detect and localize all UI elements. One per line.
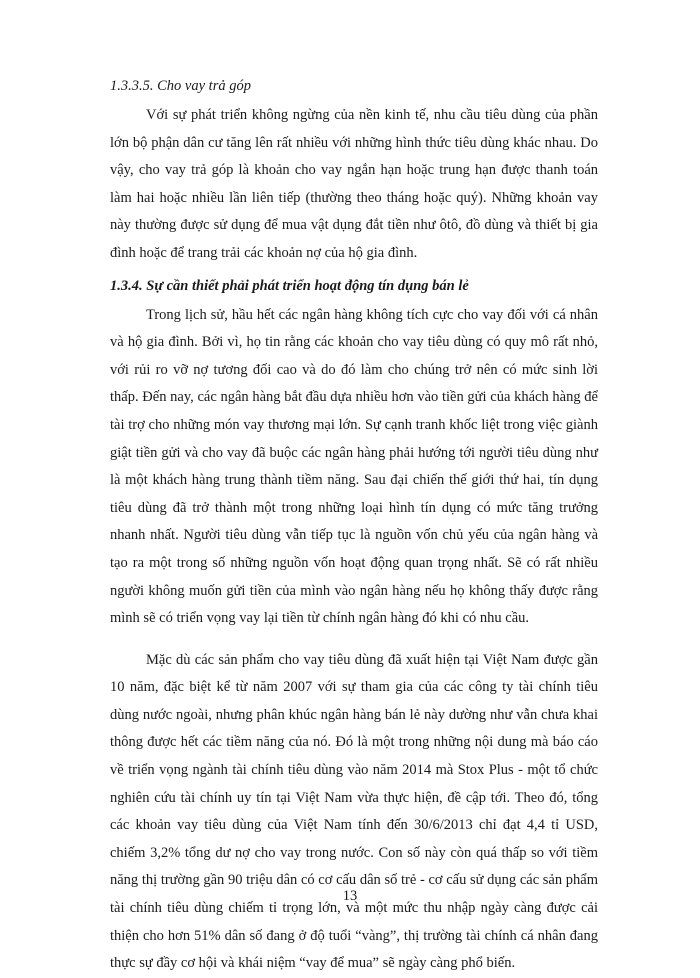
subsection-title: 1.3.3.5. Cho vay trả góp xyxy=(110,78,251,94)
document-page xyxy=(110,72,598,978)
section-title: 1.3.4. Sự cần thiết phải phát triển hoạt động tín dụng bán lẻ xyxy=(110,277,469,294)
subsection-paragraph: Với sự phát triển không ngừng của nền kinh tế, nhu cầu tiêu dùng của phần lớn bộ phận dân cư tăng lên rất nhiều với những hình thức tiêu dùng khác nhau. Do vậy, cho vay trả góp là khoản cho vay ngắn hạn hoặc trung hạn được thanh toán làm hai hoặc nhiều lần liên tiếp (thường theo tháng hoặc quý). Những khoản vay này thường được sử dụng để mua vật dụng đắt tiền như ôtô, đồ dùng và thiết bị gia đình hoặc để trang trải các khoản nợ của hộ gia đình. xyxy=(110,107,598,261)
section-paragraph-1: Trong lịch sử, hầu hết các ngân hàng không tích cực cho vay đối với cá nhân và hộ gia đình. Bởi vì, họ tin rằng các khoản cho vay tiêu dùng có quy mô rất nhỏ, với rủi ro vỡ nợ tương đối cao và do đó làm cho chúng trở nên có mức sinh lời thấp. Đến nay, các ngân hàng bắt đầu dựa nhiều hơn vào tiền gửi của khách hàng để tài trợ cho những món vay thương mại lớn. Sự cạnh tranh khốc liệt trong việc giành giật tiền gửi và cho vay đã buộc các ngân hàng phải hướng tới người tiêu dùng như là một khách hàng trung thành tiềm năng. Sau đại chiến thế giới thứ hai, tín dụng tiêu dùng đã trở thành một trong những loại hình tín dụng có mức tăng trưởng nhanh nhất. Người tiêu dùng vẫn tiếp tục là nguồn vốn chủ yếu của ngân hàng và tạo ra một trong số những nguồn vốn hoạt động quan trọng nhất. Sẽ có rất nhiều người không muốn gửi tiền của mình vào ngân hàng nếu họ không thấy được rằng mình sẽ có triển vọng vay lại tiền từ chính ngân hàng đó khi có nhu cầu. xyxy=(110,306,598,627)
section-paragraph-2: Mặc dù các sản phẩm cho vay tiêu dùng đã xuất hiện tại Việt Nam được gần 10 năm, đặc biệt kể từ năm 2007 với sự tham gia của các công ty tài chính tiêu dùng nước ngoài, nhưng phân khúc ngân hàng bán lẻ này dường như vẫn chưa khai thông được hết các tiềm năng của nó. Đó là một trong những nội dung mà báo cáo về triển vọng ngành tài chính tiêu dùng vào năm 2014 mà Stox Plus - một tổ chức nghiên cứu tài chính uy tín tại Việt Nam vừa thực hiện, đề cập tới. Theo đó, tổng các khoản vay tiêu dùng của Việt Nam tính đến 30/6/2013 chỉ đạt 4,4 tỉ USD, chiếm 3,2% tổng dư nợ cho vay trong nước. Con số này còn quá thấp so với tiềm năng thị trường gần 90 triệu dân có cơ cấu dân số trẻ - cơ cấu sử dụng các sản phẩm tài chính tiêu dùng chiếm tỉ trọng lớn, và một mức thu nhập ngày càng được cải thiện cho hơn 51% dân số đang ở độ tuổi “vàng”, thị trường tài chính cá nhân đang thực sự đầy cơ hội và khái niệm “vay để mua” sẽ ngày càng phổ biến. xyxy=(110,651,598,972)
page-number: 13 xyxy=(342,888,358,904)
